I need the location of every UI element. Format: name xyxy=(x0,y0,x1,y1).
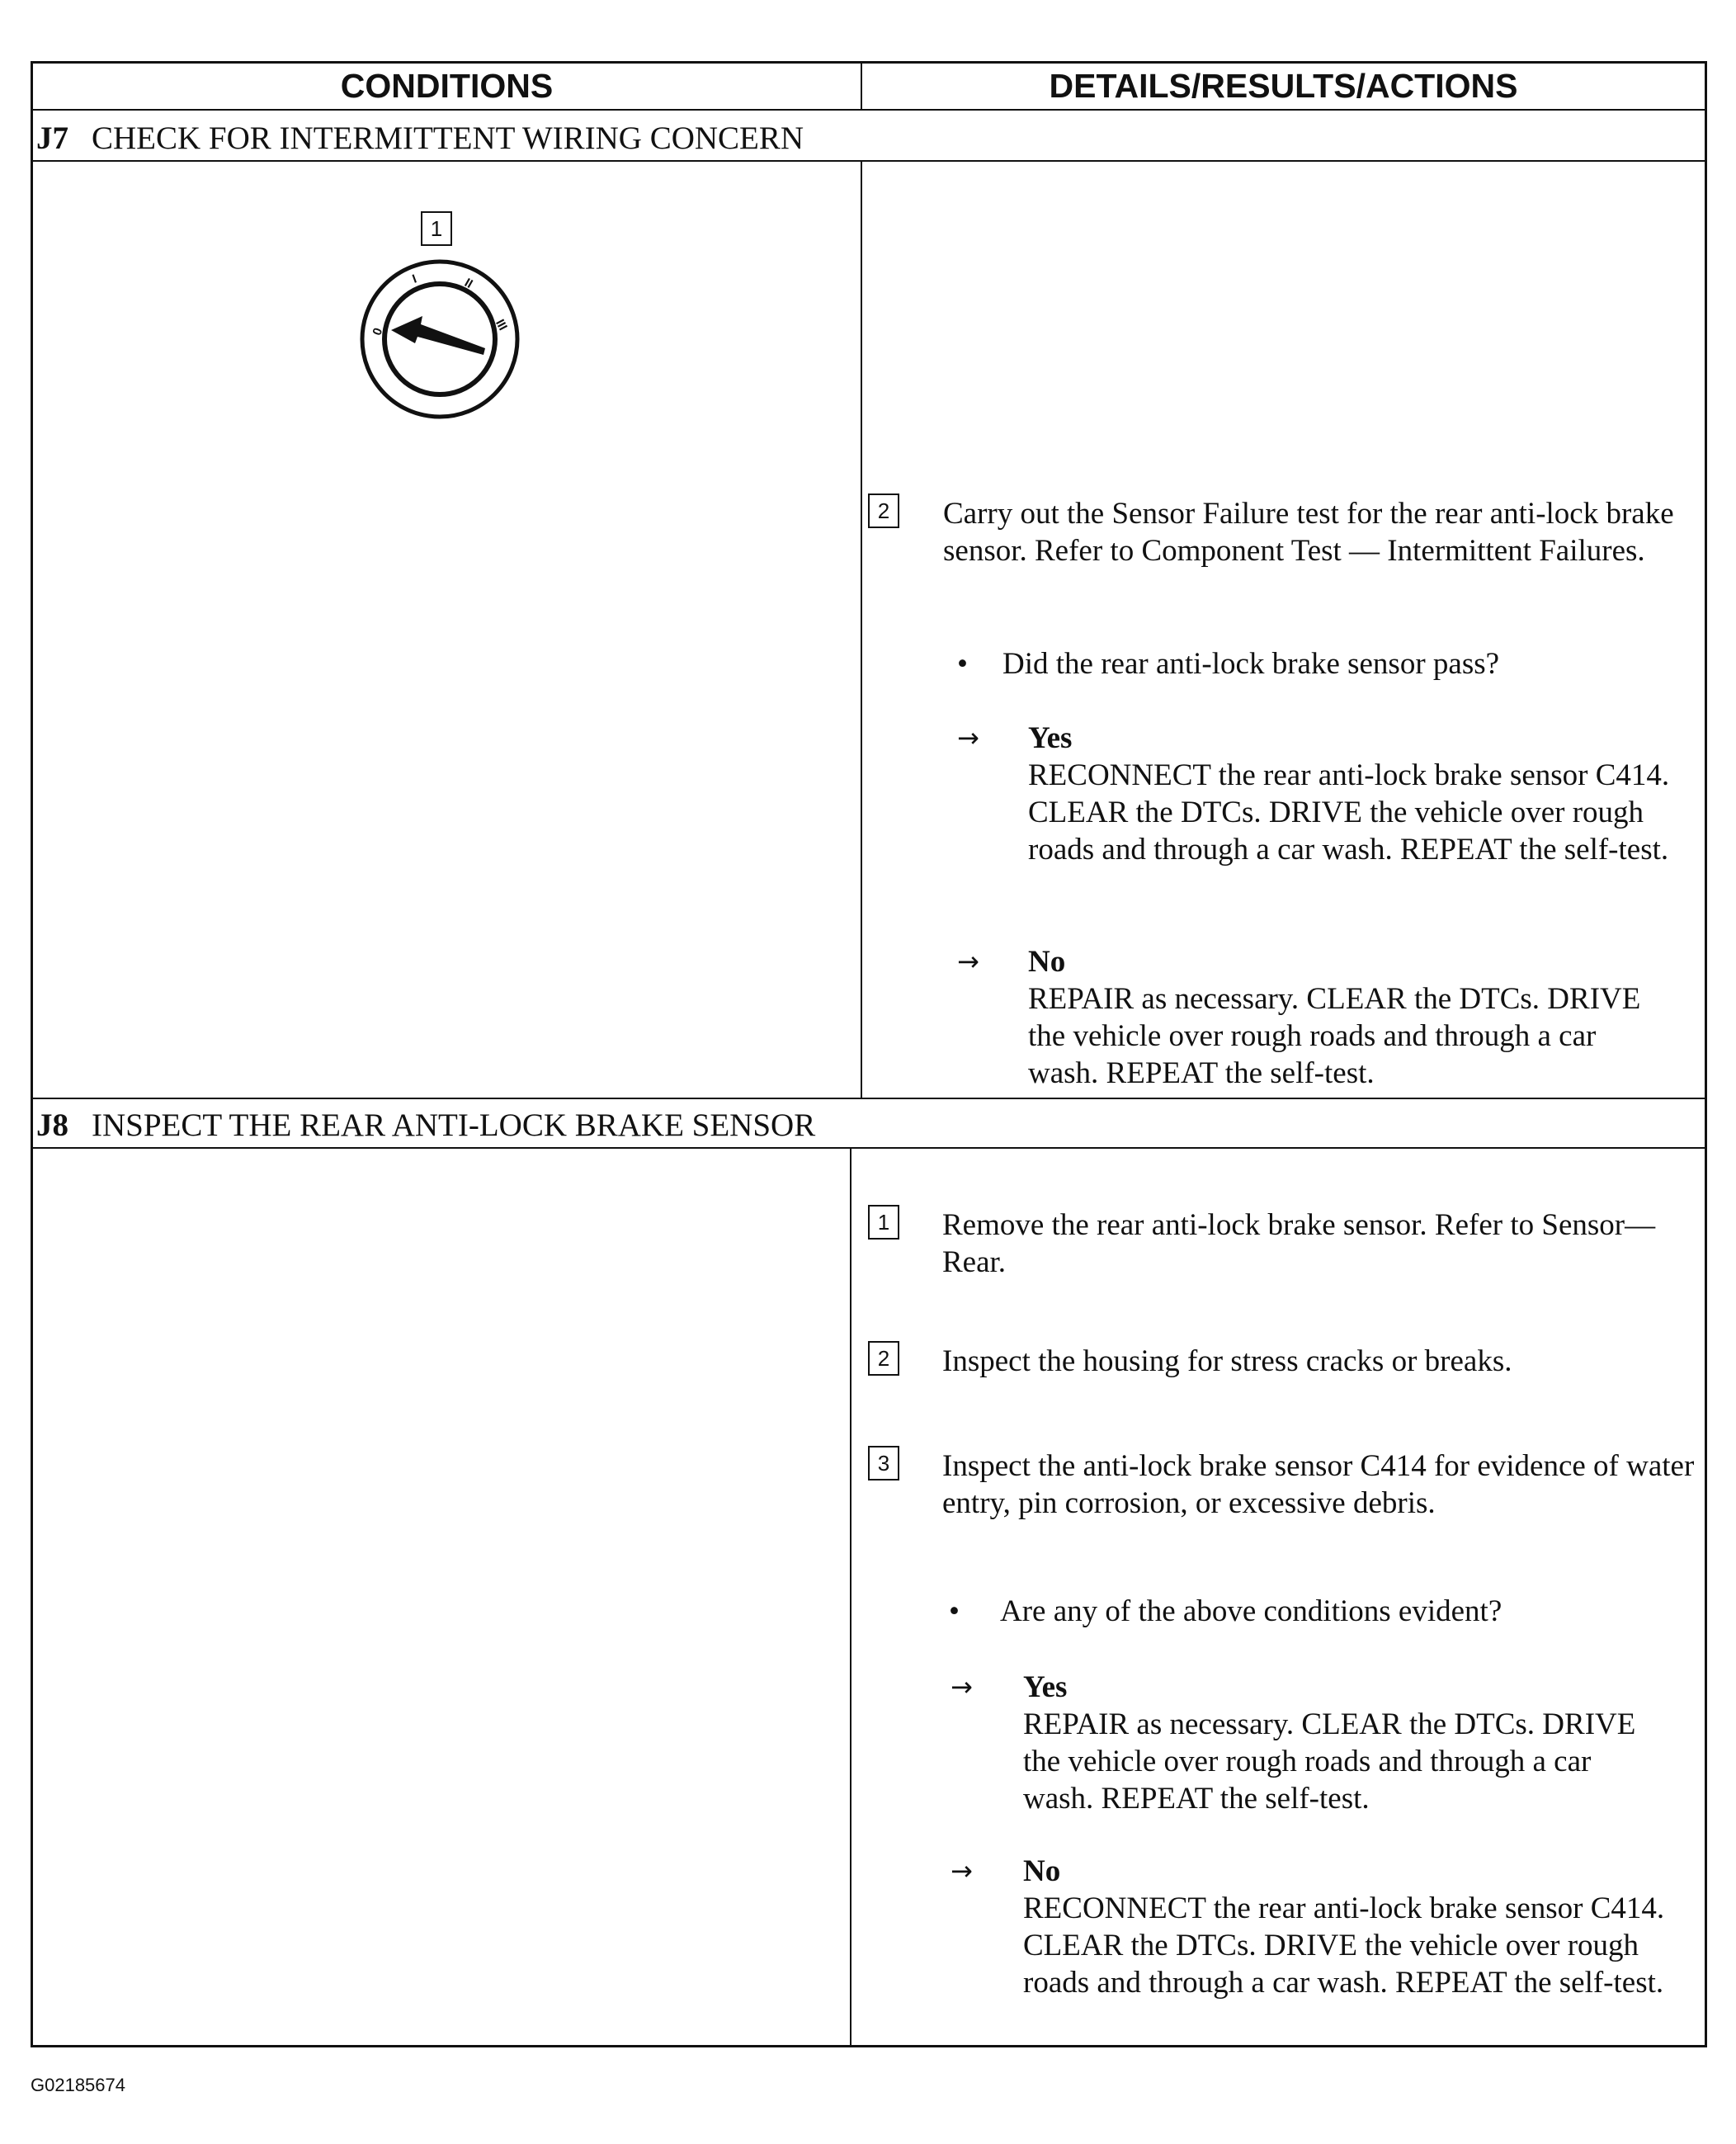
j8-step3-number: 3 xyxy=(868,1446,899,1480)
j7-no-text: REPAIR as necessary. CLEAR the DTCs. DRIVE the vehicle over rough roads and through a car wash. REPEAT the self-test. xyxy=(1028,982,1641,1090)
j8-yes-arrow: → xyxy=(951,1671,973,1702)
j7-yes-text: RECONNECT the rear anti-lock brake sensor C414. CLEAR the DTCs. DRIVE the vehicle over rough roads and through a car wash. REPEAT the self-test. xyxy=(1028,758,1670,867)
j8-step2-text: Inspect the housing for stress cracks or breaks. xyxy=(942,1344,1512,1378)
ign-label-3: III xyxy=(493,317,510,333)
j8-yes-label: Yes xyxy=(1023,1670,1068,1704)
j8-no-label: No xyxy=(1023,1854,1061,1888)
j8-no-text: RECONNECT the rear anti-lock brake sensor C414. CLEAR the DTCs. DRIVE the vehicle over rough roads and through a car wash. REPEAT the self-test. xyxy=(1023,1891,1665,2000)
figure-code: G02185674 xyxy=(31,2075,125,2095)
j7-no-arrow: → xyxy=(957,946,979,977)
j8-no-arrow: → xyxy=(951,1855,973,1887)
ignition-switch-off-icon xyxy=(358,257,521,421)
j8-step1-text: Remove the rear anti-lock brake sensor. Refer to Sensor—Rear. xyxy=(942,1208,1656,1279)
details-header: DETAILS/RESULTS/ACTIONS xyxy=(1049,67,1518,105)
ign-label-1: I xyxy=(410,272,419,286)
j8-step3-bullet: • xyxy=(949,1594,960,1628)
conditions-header: CONDITIONS xyxy=(340,67,554,105)
j7-yes-label: Yes xyxy=(1028,721,1073,755)
table-border-left xyxy=(31,61,33,2047)
j8-column-divider xyxy=(850,1147,851,2047)
j7-section-id: J7 xyxy=(36,120,68,156)
j7-no-label: No xyxy=(1028,945,1066,979)
j7-step2-number: 2 xyxy=(868,493,899,528)
j8-step2-number: 2 xyxy=(868,1341,899,1376)
j8-step3-text: Inspect the anti-lock brake sensor C414 for evidence of water entry, pin corrosion, or excessive debris. xyxy=(942,1449,1695,1520)
j7-column-divider xyxy=(861,160,862,1098)
j7-figure-step-number: 1 xyxy=(421,211,452,246)
j7-step2-question: Did the rear anti-lock brake sensor pass? xyxy=(1002,647,1500,681)
ign-label-2: II xyxy=(462,276,475,291)
j8-section-id: J8 xyxy=(36,1107,68,1143)
j8-section-text: INSPECT THE REAR ANTI-LOCK BRAKE SENSOR xyxy=(92,1107,816,1143)
header-rule xyxy=(31,109,1707,111)
j8-top-rule xyxy=(31,1098,1707,1099)
j8-step3-question: Are any of the above conditions evident? xyxy=(1000,1594,1502,1628)
j7-title-rule xyxy=(31,160,1707,162)
j8-section-title xyxy=(36,1109,815,1141)
table-border-right xyxy=(1705,61,1707,2047)
j8-step1-number: 1 xyxy=(868,1205,899,1240)
j7-section-text: CHECK FOR INTERMITTENT WIRING CONCERN xyxy=(92,120,804,156)
j7-step2-text: Carry out the Sensor Failure test for the rear anti-lock brake sensor. Refer to Component Test — Intermittent Failures. xyxy=(943,497,1674,568)
j7-section-title xyxy=(36,122,804,154)
j8-yes-text: REPAIR as necessary. CLEAR the DTCs. DRIVE the vehicle over rough roads and through a car wash. REPEAT the self-test. xyxy=(1023,1707,1636,1816)
ign-label-off: 0 xyxy=(370,326,386,338)
table-border-bottom xyxy=(31,2045,1707,2047)
table-border-top xyxy=(31,61,1707,64)
j7-yes-arrow: → xyxy=(957,722,979,753)
j8-title-rule xyxy=(31,1147,1707,1149)
j7-step2-bullet: • xyxy=(957,647,968,681)
